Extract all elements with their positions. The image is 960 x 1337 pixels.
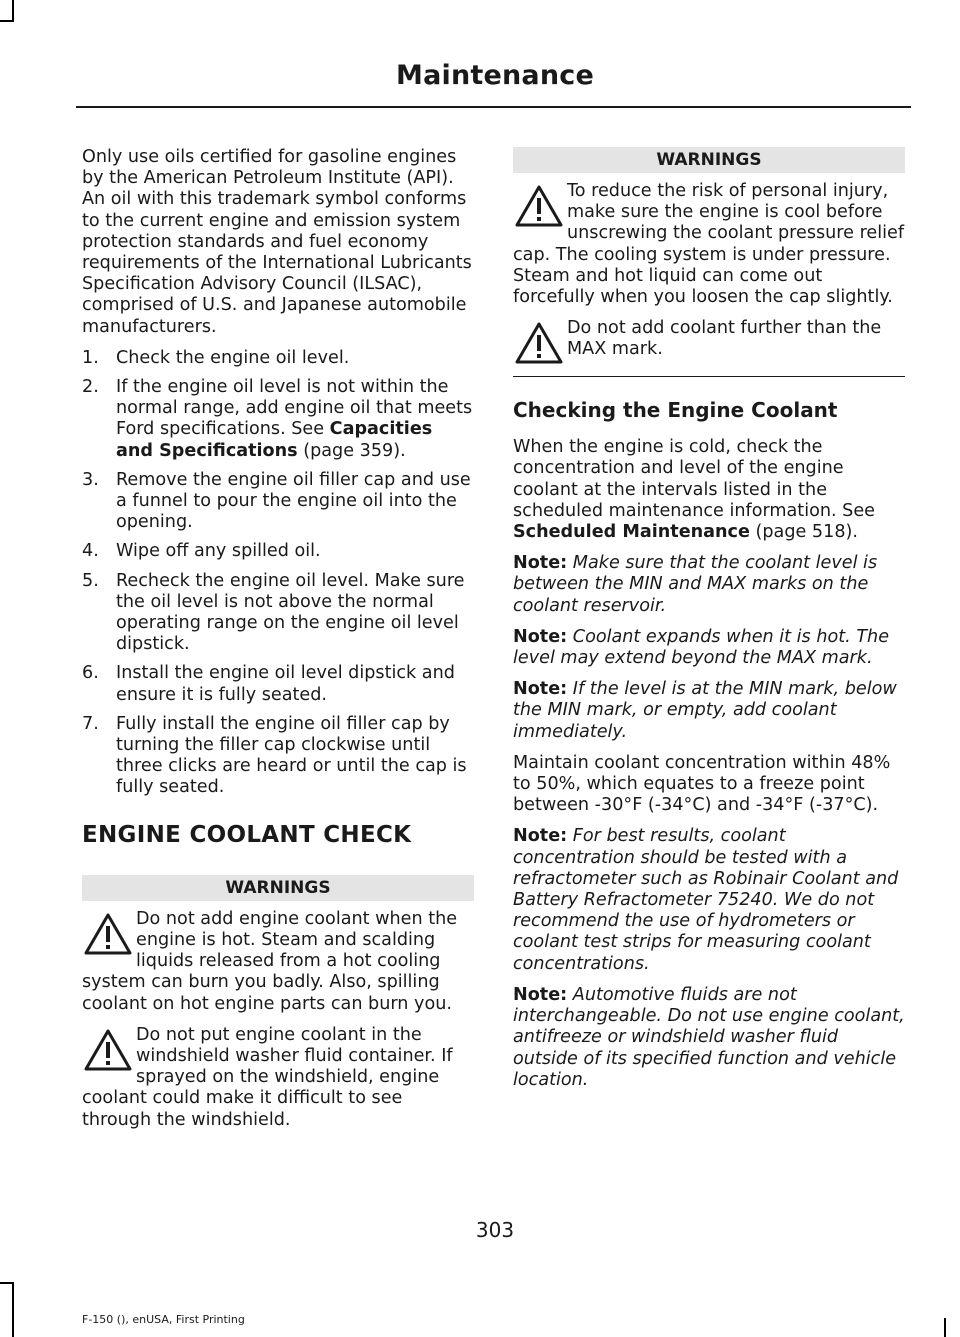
list-item: 2. If the engine oil level is not within the normal range, add engine oil that meets Ford specifications. See Capacities and Specifications (page 359). [82, 377, 473, 461]
note: Note: If the level is at the MIN mark, below the MIN mark, or empty, add coolant immediately. [513, 679, 897, 742]
list-item: 1. Check the engine oil level. [82, 347, 350, 368]
list-item: 7. Fully install the engine oil filler cap by turning the filler cap clockwise until three clicks are heard or until the cap is fully seated. [82, 713, 467, 798]
left-column [82, 147, 474, 1141]
crop-mark [0, 1282, 14, 1284]
section-heading: ENGINE COOLANT CHECK [82, 821, 412, 848]
oil-steps-list [82, 348, 474, 799]
note: Note: For best results, coolant concentration should be tested with a refractometer such as Robinair Coolant and Battery Refractometer 75240. We do not recommend the use of hydrometers or coolant test strips for measuring coolant concentrations. [513, 826, 899, 974]
crop-mark [12, 0, 14, 22]
footer-text: F-150 (), enUSA, First Printing [82, 1313, 245, 1326]
list-item: 3. Remove the engine oil filler cap and use a funnel to pour the engine oil into the opening. [82, 469, 471, 533]
warning-triangle-icon [513, 183, 565, 229]
crop-mark [0, 20, 14, 22]
warning-item: To reduce the risk of personal injury, make sure the engine is cool before unscrewing the coolant pressure relief cap. The cooling system is under pressure. Steam and hot liquid can come out forcefully when you loosen the cap slightly. [513, 181, 905, 308]
header-rule [76, 106, 911, 108]
cross-reference-link[interactable]: Scheduled Maintenance [513, 522, 750, 543]
note: Note: Coolant expands when it is hot. The level may extend beyond the MAX mark. [513, 626, 890, 669]
check-paragraph: When the engine is cold, check the concentration and level of the engine coolant at the intervals listed in the scheduled maintenance information. See Scheduled Maintenance (page 518). [513, 437, 876, 543]
page-title: Maintenance [396, 60, 594, 91]
note: Note: Make sure that the coolant level is between the MIN and MAX marks on the coolant reservoir. [513, 553, 878, 616]
crop-mark [12, 1282, 14, 1337]
warning-item: Do not put engine coolant in the windshield washer fluid container. If sprayed on the windshield, engine coolant could make it difficult to see through the windshield. [82, 1024, 453, 1130]
right-column [513, 147, 905, 1101]
cross-reference-link[interactable]: Capacities and Specifications [116, 419, 433, 461]
list-item: 6. Install the engine oil level dipstick and ensure it is fully seated. [82, 663, 455, 705]
warnings-header: WARNINGS [82, 875, 474, 901]
note: Note: Automotive fluids are not interchangeable. Do not use engine coolant, antifreeze or windshield washer fluid outside of its specified function and vehicle location. [513, 984, 905, 1090]
warnings-header: WARNINGS [513, 147, 905, 173]
concentration-paragraph: Maintain coolant concentration within 48% to 50%, which equates to a freeze point between -30°F (-34°C) and -34°F (-37°C). [513, 752, 891, 816]
list-item: 4. Wipe off any spilled oil. [82, 541, 321, 562]
crop-mark [944, 1318, 946, 1337]
warning-triangle-icon [82, 1027, 134, 1073]
warning-triangle-icon [513, 320, 565, 366]
subsection-heading: Checking the Engine Coolant [513, 398, 838, 423]
page-number: 303 [475, 1218, 515, 1242]
warning-triangle-icon [82, 911, 134, 957]
list-item: 5. Recheck the engine oil level. Make sure the oil level is not above the normal operating range on the engine oil level dipstick. [82, 570, 465, 655]
warning-item: Do not add coolant further than the MAX mark. [513, 318, 905, 366]
warning-item: Do not add engine coolant when the engine is hot. Steam and scalding liquids released from a hot cooling system can burn you badly. Also, spilling coolant on hot engine parts can burn you. [82, 908, 458, 1014]
intro-paragraph: Only use oils certified for gasoline engines by the American Petroleum Institute (API). An oil with this trademark symbol conforms to the current engine and emission system protection standards and fuel economy requirements of the International Lubricants Specification Advisory Council (ILSAC), comprised of U.S. and Japanese automobile manufacturers. [82, 147, 472, 337]
warnings-end-rule [513, 376, 905, 377]
